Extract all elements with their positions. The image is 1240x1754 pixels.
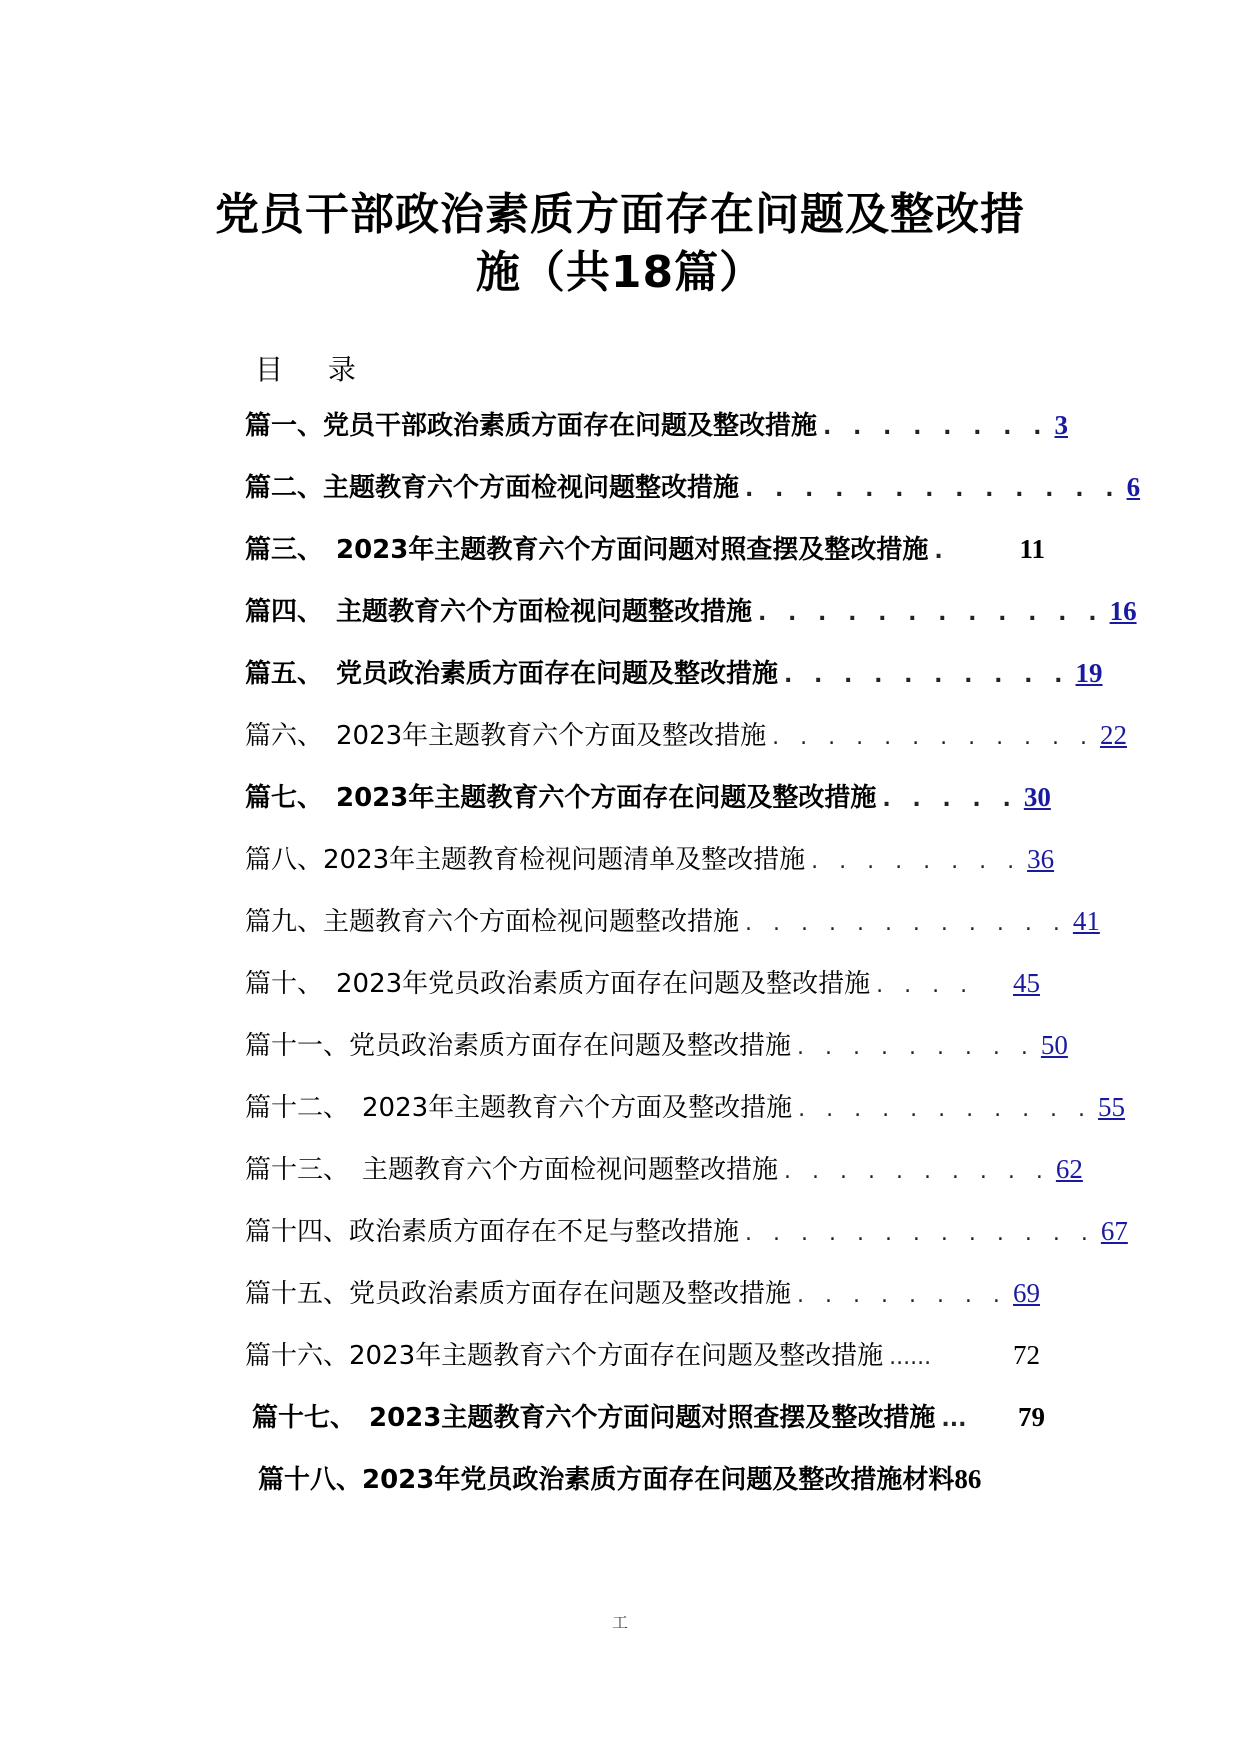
toc-leader-dots: . . . . . . . . . . . .	[772, 725, 1095, 750]
toc-entry-label: 篇七、 2023年主题教育六个方面存在问题及整改措施	[245, 783, 877, 813]
toc-leader-dots: . . . . . . . . . .	[784, 1159, 1050, 1184]
toc-entry-label: 篇十、 2023年党员政治素质方面存在问题及整改措施	[245, 969, 871, 999]
toc-page-link[interactable]: 16	[1109, 596, 1137, 626]
toc-entry-label: 篇十五、党员政治素质方面存在问题及整改措施	[245, 1279, 792, 1309]
toc-page-link[interactable]: 36	[1027, 844, 1055, 874]
toc-entry-13[interactable]	[245, 1149, 1083, 1195]
toc-entry-11[interactable]	[245, 1025, 1068, 1071]
toc-entry-label: 篇三、 2023年主题教育六个方面问题对照查摆及整改措施	[245, 535, 929, 565]
toc-page-link[interactable]: 50	[1040, 1030, 1068, 1060]
toc-entry-7[interactable]	[245, 777, 1051, 823]
toc-entry-label: 篇十二、 2023年主题教育六个方面及整改措施	[245, 1093, 793, 1123]
toc-page-number: 72	[1013, 1340, 1040, 1370]
toc-entry-label: 篇八、2023年主题教育检视问题清单及整改措施	[245, 845, 806, 875]
toc-page-number: 11	[1019, 534, 1045, 564]
document-title-line-1: 党员干部政治素质方面存在问题及整改措	[215, 189, 1025, 240]
toc-entry-9[interactable]	[245, 901, 1100, 947]
toc-page-link[interactable]: 19	[1075, 658, 1103, 688]
toc-entry-12[interactable]	[245, 1087, 1126, 1133]
toc-entry-label: 篇六、 2023年主题教育六个方面及整改措施	[245, 721, 767, 751]
toc-leader-dots: . . . . . . . . . .	[784, 663, 1070, 688]
toc-leader-dots: . . . . . . . . . . . .	[758, 601, 1104, 626]
toc-entry-8[interactable]	[245, 839, 1055, 885]
toc-entry-label: 篇二、主题教育六个方面检视问题整改措施	[245, 473, 740, 503]
toc-entry-label: 篇十三、 主题教育六个方面检视问题整改措施	[245, 1155, 779, 1185]
toc-entry-17[interactable]	[252, 1397, 1045, 1443]
page-footer-mark: 工	[611, 1613, 628, 1632]
toc-entry-4[interactable]	[245, 591, 1137, 637]
toc-leader-dots: . . . . . . . . . . . .	[745, 911, 1067, 936]
toc-entry-label: 篇五、 党员政治素质方面存在问题及整改措施	[245, 659, 779, 689]
toc-leader-dots: . . . .	[876, 973, 975, 998]
toc-leader-dots: . . . . .	[882, 787, 1018, 812]
toc-page-link[interactable]: 3	[1054, 410, 1068, 440]
toc-entry-10[interactable]	[245, 963, 1040, 1009]
toc-entry-5[interactable]	[245, 653, 1103, 699]
toc-entry-14[interactable]	[245, 1211, 1128, 1257]
toc-entry-label: 篇四、 主题教育六个方面检视问题整改措施	[245, 597, 753, 627]
toc-entry-label: 篇一、党员干部政治素质方面存在问题及整改措施	[245, 411, 818, 441]
toc-page-link[interactable]: 22	[1100, 720, 1128, 750]
toc-entry-16[interactable]	[245, 1335, 1040, 1381]
toc-leader-dots: . . . . . . . . . . . . .	[745, 477, 1121, 502]
toc-page-number: 79	[1018, 1402, 1045, 1432]
toc-page-number: 86	[954, 1464, 982, 1494]
toc-entry-1[interactable]	[245, 405, 1068, 451]
toc-leader-dots: ...	[941, 1407, 967, 1432]
toc-leader-dots: .	[934, 539, 950, 564]
toc-entry-15[interactable]	[245, 1273, 1040, 1319]
toc-entry-label: 篇十一、党员政治素质方面存在问题及整改措施	[245, 1031, 792, 1061]
toc-entry-label: 篇十八、2023年党员政治素质方面存在问题及整改措施材料	[258, 1465, 955, 1495]
toc-page-link[interactable]: 45	[1013, 968, 1040, 998]
toc-leader-dots: . . . . . . . . . . . . .	[745, 1221, 1095, 1246]
toc-entry-3[interactable]	[245, 529, 1045, 575]
toc-page-link[interactable]: 6	[1126, 472, 1141, 502]
toc-leader-dots: ......	[889, 1345, 932, 1370]
toc-entry-2[interactable]	[245, 467, 1141, 513]
toc-page-link[interactable]: 41	[1072, 906, 1100, 936]
toc-page-link[interactable]: 69	[1013, 1278, 1040, 1308]
toc-leader-dots: . . . . . . . .	[823, 415, 1049, 440]
toc-entry-label: 篇九、主题教育六个方面检视问题整改措施	[245, 907, 740, 937]
toc-heading: 目 录	[255, 353, 374, 386]
toc-entry-label: 篇十六、2023年主题教育六个方面存在问题及整改措施	[245, 1341, 884, 1371]
toc-leader-dots: . . . . . . . .	[811, 849, 1022, 874]
toc-leader-dots: . . . . . . . . .	[797, 1035, 1035, 1060]
toc-page-link[interactable]: 62	[1055, 1154, 1083, 1184]
toc-page-link[interactable]: 55	[1098, 1092, 1126, 1122]
document-title-line-2: 施（共18篇）	[475, 247, 765, 298]
toc-entry-18[interactable]	[258, 1459, 1058, 1505]
toc-page-link[interactable]: 67	[1100, 1216, 1128, 1246]
toc-page-link[interactable]: 30	[1023, 782, 1051, 812]
toc-entry-6[interactable]	[245, 715, 1128, 761]
toc-entry-label: 篇十四、政治素质方面存在不足与整改措施	[245, 1217, 740, 1247]
toc-leader-dots: . . . . . . . .	[797, 1283, 1007, 1308]
toc-leader-dots: . . . . . . . . . . .	[798, 1097, 1093, 1122]
toc-entry-label: 篇十七、 2023主题教育六个方面问题对照查摆及整改措施	[252, 1403, 936, 1433]
